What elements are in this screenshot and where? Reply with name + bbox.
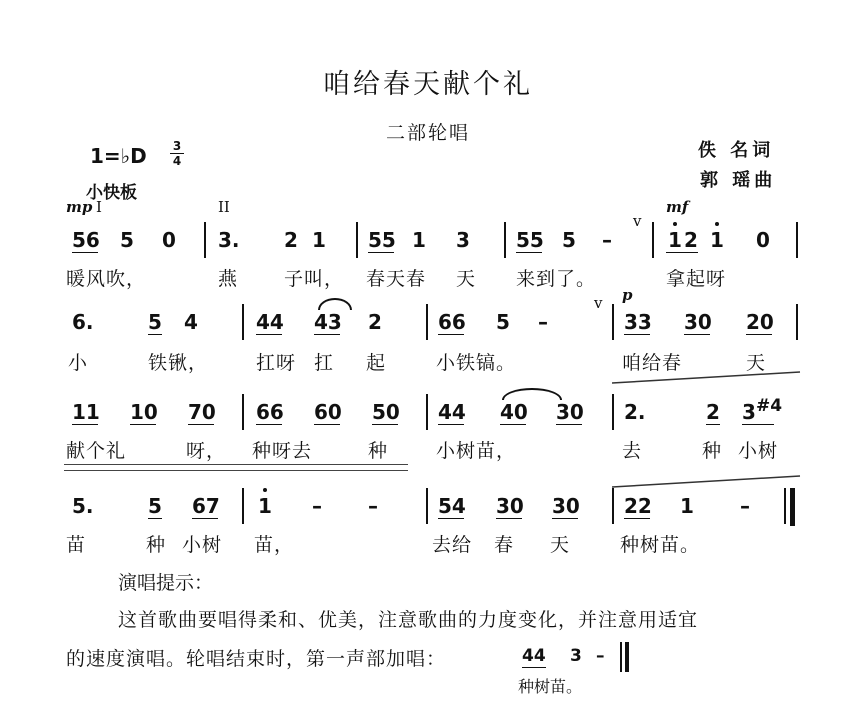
note: 55 [516, 228, 544, 252]
lyric: 咱给春 [622, 352, 683, 374]
beam-line [746, 334, 772, 335]
beam-line [624, 334, 650, 335]
lyric: 去 [622, 440, 643, 462]
note: 66 [438, 310, 466, 334]
lyric: 小 [68, 352, 89, 374]
breath-mark: v [594, 294, 603, 312]
beam-line [72, 424, 98, 425]
staff-line [64, 464, 408, 465]
coda-lyric: 种树苗。 [518, 677, 583, 696]
beam-line [624, 518, 650, 519]
note: – [368, 494, 378, 518]
note: 44 [256, 310, 284, 334]
barline [612, 304, 614, 340]
lyric: 天 [746, 352, 767, 374]
dynamic-mp: mp [66, 198, 93, 216]
beam-line [438, 334, 464, 335]
barline [242, 304, 244, 340]
notes-heading: 演唱提示： [118, 572, 214, 594]
note: – [602, 228, 612, 252]
lyric: 燕 [218, 268, 239, 290]
note: 66 [256, 400, 284, 424]
song-subtitle: 二部轮唱 [385, 122, 470, 144]
lyric: 小铁镐。 [436, 352, 517, 374]
note: 30 [552, 494, 580, 518]
notes-text-line1: 这首歌曲要唱得柔和、优美，注意歌曲的力度变化，并注意用适宜 [118, 609, 699, 631]
lyric: 子叫， [284, 268, 345, 290]
lyric: 拿起呀 [666, 268, 727, 290]
barline [242, 488, 244, 524]
barline [426, 304, 428, 340]
lyric: 种 [146, 534, 167, 556]
note: 5 [120, 228, 134, 252]
note: 55 [368, 228, 396, 252]
note: 60 [314, 400, 342, 424]
lyric: 春 [494, 534, 515, 556]
beam-line [368, 252, 394, 253]
lyric: 去给 [432, 534, 473, 556]
beam-line [130, 424, 156, 425]
barline [796, 222, 798, 258]
time-top: 3 [172, 139, 182, 153]
lyric: 小树 [738, 440, 779, 462]
lyricist-credit: 佚 名词 [698, 140, 775, 161]
note: 67 [192, 494, 220, 518]
note: 30 [556, 400, 584, 424]
voice-two-mark: II [218, 198, 230, 216]
note: 33 [624, 310, 652, 334]
lyric: 天 [456, 268, 477, 290]
beam-line [522, 667, 546, 668]
voice-one-mark: I [96, 198, 102, 216]
lyric: 呀， [186, 440, 227, 462]
note: 40 [500, 400, 528, 424]
note: 3. [218, 228, 240, 252]
beam-line [500, 424, 526, 425]
coda-barline-thin [620, 642, 622, 672]
note-sharp: #4 [756, 396, 783, 416]
note: – [740, 494, 750, 518]
note: 11 [72, 400, 100, 424]
beam-line [72, 252, 98, 253]
note: 20 [746, 310, 774, 334]
beam-line [556, 424, 582, 425]
key-signature: 1=♭D [90, 144, 147, 168]
barline [426, 488, 428, 524]
note: 2 [706, 400, 720, 424]
note: 22 [624, 494, 652, 518]
lyric: 献个礼 [66, 440, 127, 462]
lyric: 苗 [66, 534, 87, 556]
note: 1 [668, 228, 682, 252]
lyric: 种呀去 [252, 440, 313, 462]
beam-line [516, 252, 542, 253]
note: 6. [72, 310, 94, 334]
note: 5 [148, 494, 162, 518]
note: 5 [148, 310, 162, 334]
note: – [538, 310, 548, 334]
note: 50 [372, 400, 400, 424]
barline [242, 394, 244, 430]
staff-line [64, 470, 408, 471]
lyric: 苗， [254, 534, 295, 556]
final-barline-thin [784, 488, 786, 524]
octave-dot [263, 488, 267, 492]
note: 1 [258, 494, 272, 518]
octave-dot [715, 222, 719, 226]
dynamic-mf: mf [666, 198, 689, 216]
beam-line [188, 424, 214, 425]
beam-line [192, 518, 218, 519]
note: 44 [438, 400, 466, 424]
note: 0 [162, 228, 176, 252]
lyric: 春天春 [366, 268, 427, 290]
composer-credit: 郭 瑶曲 [700, 170, 777, 191]
time-signature [170, 140, 184, 167]
barline [504, 222, 506, 258]
lyric: 暖风吹， [66, 268, 147, 290]
note: 5 [496, 310, 510, 334]
note: 1 [412, 228, 426, 252]
lyric: 扛呀 [256, 352, 297, 374]
note: 0 [756, 228, 770, 252]
beam-line [496, 518, 522, 519]
note: 30 [684, 310, 712, 334]
barline [612, 488, 614, 524]
breath-mark: v [633, 212, 642, 230]
lyric: 种 [368, 440, 389, 462]
time-bottom: 4 [172, 154, 182, 168]
note: 1 [312, 228, 326, 252]
note: 43 [314, 310, 342, 334]
coda-note: – [596, 646, 605, 666]
note: 2 [368, 310, 382, 334]
note: 5. [72, 494, 94, 518]
lyric: 天 [550, 534, 571, 556]
beam-line [706, 424, 720, 425]
lyric: 起 [366, 352, 387, 374]
coda-barline-thick [625, 642, 629, 672]
beam-line [742, 424, 774, 425]
note: 2 [284, 228, 298, 252]
beam-line [314, 424, 340, 425]
notes-text-line2: 的速度演唱。轮唱结束时，第一声部加唱： [66, 648, 447, 670]
barline [426, 394, 428, 430]
beam-line [438, 518, 464, 519]
song-title: 咱给春天献个礼 [323, 69, 533, 100]
lyric: 种树苗。 [620, 534, 701, 556]
lyric: 扛 [314, 352, 335, 374]
note: 4 [184, 310, 198, 334]
beam-line [314, 334, 340, 335]
note: 2. [624, 400, 646, 424]
beam-line [666, 252, 698, 253]
slur [502, 388, 562, 400]
lyric: 来到了。 [516, 268, 597, 290]
coda-note: 3 [570, 646, 582, 666]
beam-line [256, 334, 282, 335]
note: 5 [562, 228, 576, 252]
staff-bracket [612, 370, 802, 386]
note: 1 [680, 494, 694, 518]
lyric: 小树苗， [436, 440, 517, 462]
staff-bracket [612, 474, 802, 490]
beam-line [148, 334, 162, 335]
barline [204, 222, 206, 258]
note: 10 [130, 400, 158, 424]
note: 3 [742, 400, 756, 424]
note: 56 [72, 228, 100, 252]
note: 70 [188, 400, 216, 424]
note: 2 [684, 228, 698, 252]
beam-line [256, 424, 282, 425]
coda-note: 44 [522, 646, 546, 666]
note: – [312, 494, 322, 518]
lyric: 铁锹， [148, 352, 209, 374]
beam-line [684, 334, 710, 335]
lyric: 小树 [182, 534, 223, 556]
note: 1 [710, 228, 724, 252]
barline [652, 222, 654, 258]
octave-dot [673, 222, 677, 226]
barline [356, 222, 358, 258]
beam-line [552, 518, 578, 519]
beam-line [438, 424, 464, 425]
note: 3 [456, 228, 470, 252]
dynamic-p: p [622, 286, 633, 304]
barline [796, 304, 798, 340]
note: 30 [496, 494, 524, 518]
barline [612, 394, 614, 430]
beam-line [372, 424, 398, 425]
final-barline-thick [790, 488, 795, 526]
note: 54 [438, 494, 466, 518]
beam-line [148, 518, 162, 519]
lyric: 种 [702, 440, 723, 462]
slur [318, 298, 352, 310]
tempo-marking: 小快板 [86, 183, 137, 203]
